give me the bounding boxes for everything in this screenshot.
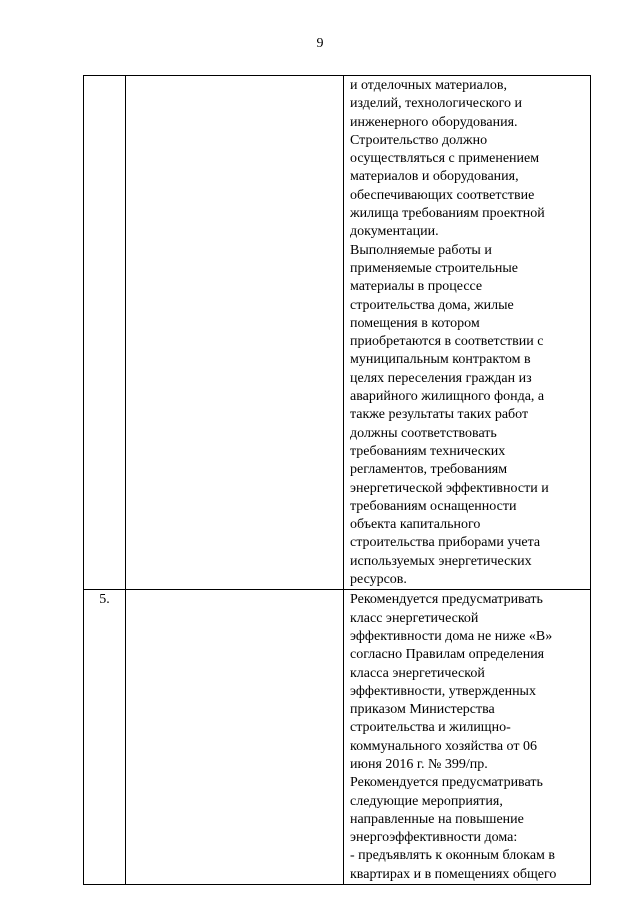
text-line: квартирах и в помещениях общего: [350, 866, 557, 882]
text-line: - предъявлять к оконным блокам в: [350, 848, 556, 864]
text-line: приобретаются в соответствии с: [350, 334, 544, 350]
table-row: [84, 590, 591, 885]
row-name-cell: [126, 76, 344, 590]
text-line: инженерного оборудования.: [350, 114, 518, 130]
text-line: энергетической эффективности и: [350, 480, 549, 496]
text-line: объекта капитального: [350, 517, 481, 533]
text-line: согласно Правилам определения: [350, 647, 545, 663]
text-line: изделий, технологического и: [350, 96, 523, 112]
text-line: помещения в котором: [350, 315, 480, 331]
text-line: приказом Министерства: [350, 702, 495, 718]
requirements-table: [83, 75, 591, 885]
text-line: и отделочных материалов,: [350, 78, 508, 93]
text-line: используемых энергетических: [350, 553, 532, 569]
text-line: Рекомендуется предусматривать: [350, 592, 543, 608]
text-line: направленные на повышение: [350, 811, 524, 827]
text-line: эффективности, утвержденных: [350, 683, 536, 699]
text-line: класса энергетической: [350, 665, 485, 681]
text-line: обеспечивающих соответствие: [350, 187, 535, 203]
text-line: регламентов, требованиям: [350, 462, 508, 478]
text-line: документации.: [350, 224, 439, 240]
page-number: 9: [316, 36, 324, 51]
text-line: Рекомендуется предусматривать: [350, 775, 543, 791]
row-description-cell: [344, 590, 591, 885]
text-line: класс энергетической: [350, 610, 479, 626]
text-line: Строительство должно: [350, 132, 488, 148]
row-number-cell: [84, 76, 126, 590]
text-line: также результаты таких работ: [350, 407, 529, 423]
table-row: [84, 76, 591, 590]
text-line: осуществляться с применением: [350, 151, 540, 167]
text-line: строительства приборами учета: [350, 535, 541, 551]
text-line: материалы в процессе: [350, 279, 483, 295]
text-line: строительства и жилищно-: [350, 720, 511, 736]
text-line: следующие мероприятия,: [350, 793, 503, 809]
row-description-cell: [344, 76, 591, 590]
text-line: должны соответствовать: [350, 425, 497, 441]
text-line: материалов и оборудования,: [350, 169, 519, 185]
text-line: требованиям технических: [350, 443, 506, 459]
text-line: требованиям оснащенности: [350, 498, 517, 514]
text-line: применяемые строительные: [350, 260, 518, 276]
text-line: эффективности дома не ниже «В»: [350, 628, 553, 644]
text-line: муниципальным контрактом в: [350, 352, 531, 368]
row-number-cell: 5.: [84, 590, 126, 885]
text-line: коммунального хозяйства от 06: [350, 738, 537, 754]
text-line: ресурсов.: [350, 572, 407, 588]
text-line: июня 2016 г. № 399/пр.: [350, 756, 488, 772]
text-line: Выполняемые работы и: [350, 242, 492, 258]
text-line: целях переселения граждан из: [350, 370, 532, 386]
row-name-cell: [126, 590, 344, 885]
text-line: энергоэффективности дома:: [350, 830, 518, 846]
text-line: строительства дома, жилые: [350, 297, 514, 313]
text-line: аварийного жилищного фонда, а: [350, 389, 545, 405]
text-line: жилища требованиям проектной: [350, 206, 545, 222]
